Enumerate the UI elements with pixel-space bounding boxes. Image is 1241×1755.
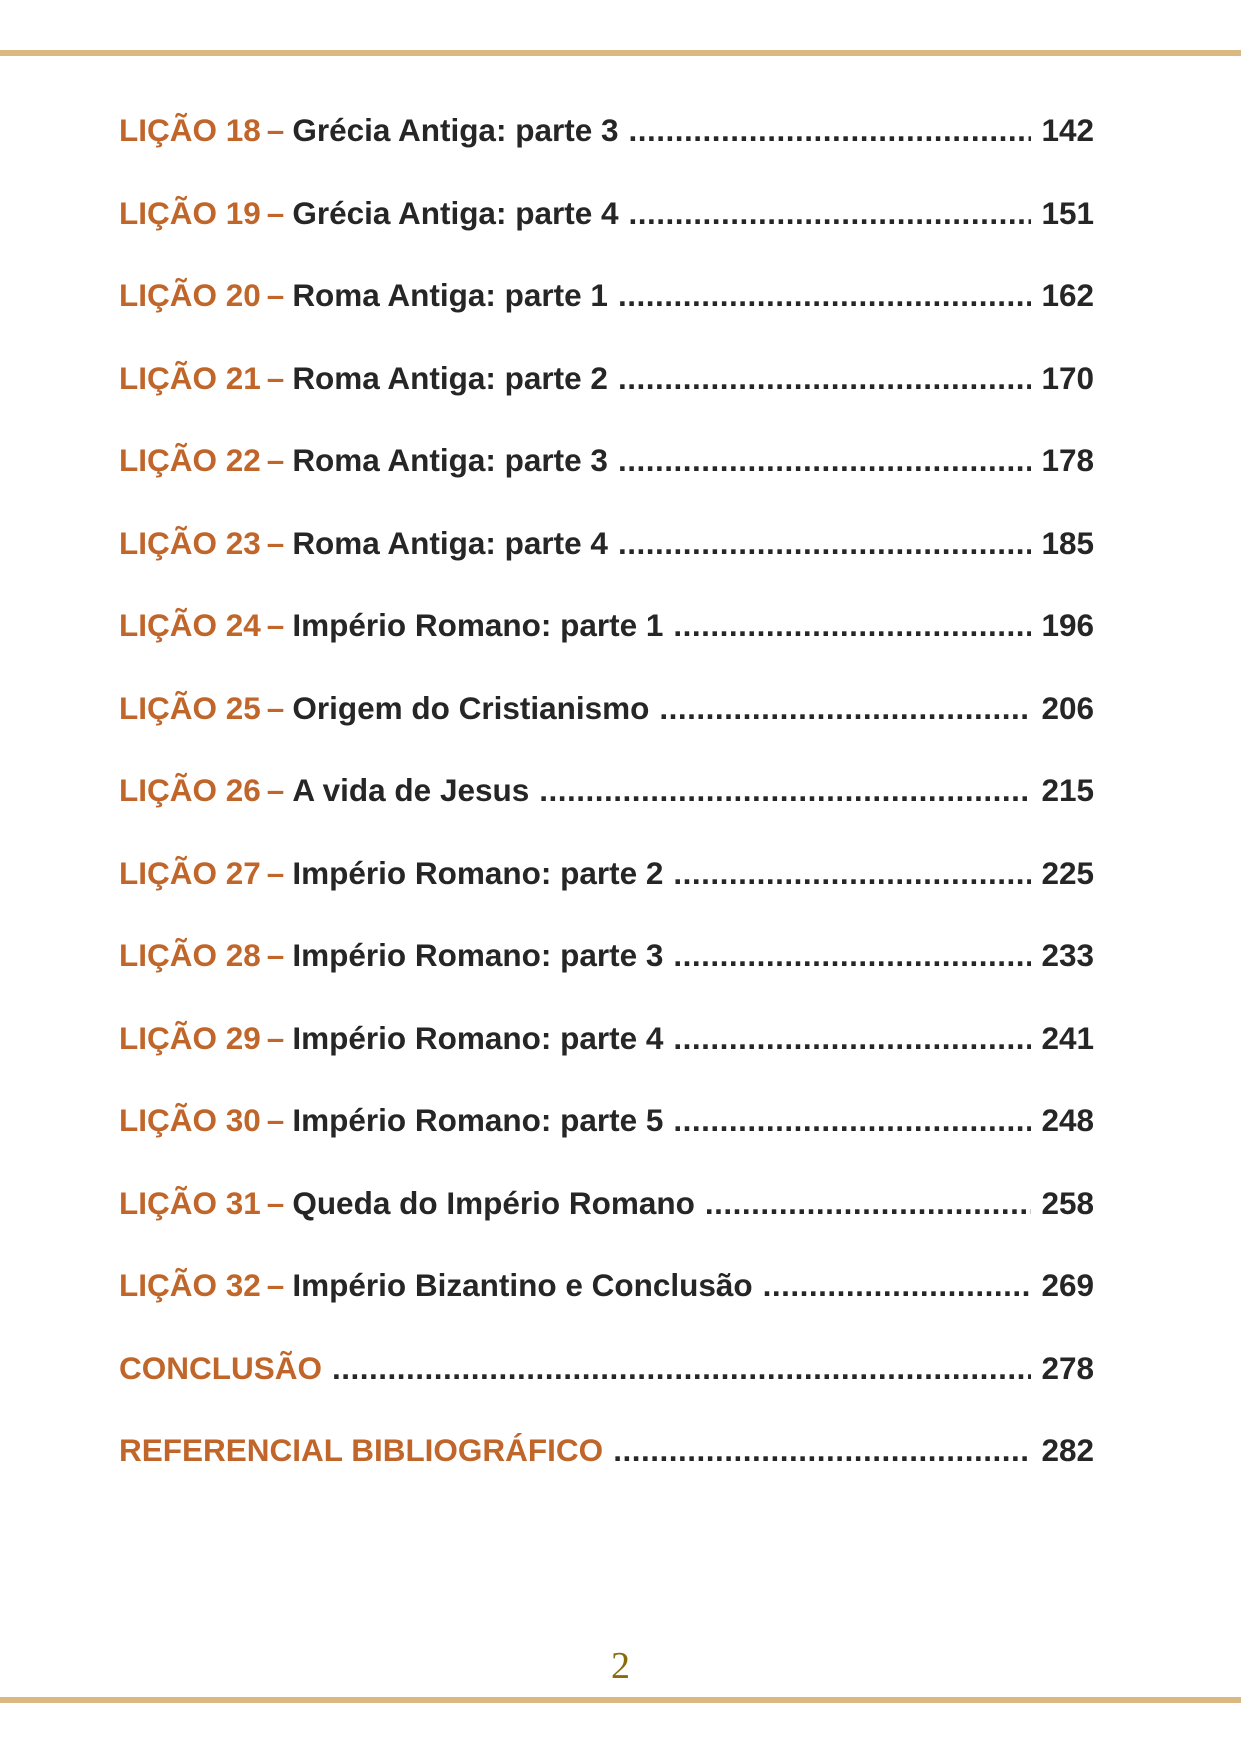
dot-leader	[618, 442, 1031, 479]
toc-entry-page: 185	[1041, 524, 1094, 561]
dot-leader	[673, 1102, 1031, 1139]
toc-entry-dash: –	[266, 854, 285, 891]
toc-entry-label: LIÇÃO 29	[119, 1019, 261, 1056]
dot-leader	[673, 1020, 1031, 1057]
dot-leader	[332, 1350, 1031, 1387]
toc-entry[interactable]	[119, 690, 1094, 773]
toc-entry-label: LIÇÃO 21	[119, 359, 261, 396]
dot-leader	[618, 277, 1031, 314]
toc-entry-page: 170	[1041, 359, 1094, 396]
toc-entry[interactable]	[119, 112, 1094, 195]
toc-entry-page: 258	[1041, 1184, 1094, 1221]
toc-entry-title: Império Romano: parte 5	[292, 1102, 664, 1138]
toc-entry-title: Origem do Cristianismo	[292, 689, 650, 726]
toc-entry-label: LIÇÃO 19	[119, 194, 261, 231]
toc-entry-title: A vida de Jesus	[292, 772, 530, 808]
toc-entry[interactable]	[119, 277, 1094, 360]
toc-entry[interactable]	[119, 937, 1094, 1020]
toc-entry-title: Império Romano: parte 1	[292, 607, 664, 643]
toc-entry-dash: –	[266, 194, 285, 231]
toc-entry[interactable]	[119, 1267, 1094, 1350]
toc-entry[interactable]	[119, 772, 1094, 855]
toc-entry-title: Roma Antiga: parte 4	[292, 524, 608, 561]
table-of-contents	[119, 112, 1094, 1515]
dot-leader	[618, 525, 1031, 562]
dot-leader	[629, 112, 1032, 149]
toc-entry-page: 178	[1041, 442, 1094, 478]
toc-entry-dash: –	[266, 277, 285, 313]
dot-leader	[629, 195, 1032, 232]
toc-entry-page: 206	[1041, 689, 1094, 726]
toc-entry[interactable]	[119, 1185, 1094, 1268]
dot-leader	[539, 772, 1031, 809]
toc-entry-label: LIÇÃO 28	[119, 937, 261, 973]
toc-entry-bibliography[interactable]	[119, 1432, 1094, 1515]
toc-entry[interactable]	[119, 442, 1094, 525]
toc-entry-dash: –	[266, 442, 285, 478]
toc-entry-page: 278	[1041, 1349, 1094, 1386]
toc-entry-page: 233	[1041, 937, 1094, 973]
toc-entry[interactable]	[119, 360, 1094, 443]
dot-leader	[705, 1185, 1032, 1222]
toc-entry-title: Império Romano: parte 2	[292, 854, 664, 891]
toc-entry-dash: –	[266, 1267, 285, 1303]
toc-entry-label: REFERENCIAL BIBLIOGRÁFICO	[119, 1432, 604, 1468]
toc-entry-label: CONCLUSÃO	[119, 1349, 322, 1386]
toc-entry-page: 241	[1041, 1019, 1094, 1056]
toc-entry[interactable]	[119, 1102, 1094, 1185]
toc-entry-title: Roma Antiga: parte 2	[292, 359, 608, 396]
toc-entry-label: LIÇÃO 30	[119, 1102, 261, 1138]
toc-entry[interactable]	[119, 1020, 1094, 1103]
toc-entry-label: LIÇÃO 26	[119, 772, 261, 808]
toc-entry-label: LIÇÃO 31	[119, 1184, 261, 1221]
toc-entry-title: Grécia Antiga: parte 3	[292, 112, 619, 148]
toc-entry-label: LIÇÃO 32	[119, 1267, 261, 1303]
toc-entry-label: LIÇÃO 24	[119, 607, 261, 643]
toc-entry-title: Grécia Antiga: parte 4	[292, 194, 619, 231]
dot-leader	[673, 855, 1031, 892]
toc-entry-title: Roma Antiga: parte 1	[292, 277, 608, 313]
toc-entry-page: 225	[1041, 854, 1094, 891]
toc-entry-dash: –	[266, 112, 285, 148]
toc-entry-dash: –	[266, 772, 285, 808]
toc-entry-page: 196	[1041, 607, 1094, 643]
toc-entry-title: Império Romano: parte 4	[292, 1019, 664, 1056]
toc-entry-label: LIÇÃO 20	[119, 277, 261, 313]
toc-entry-page: 248	[1041, 1102, 1094, 1138]
toc-entry-label: LIÇÃO 23	[119, 524, 261, 561]
toc-entry-page: 142	[1041, 112, 1094, 148]
dot-leader	[673, 937, 1031, 974]
toc-entry-page: 282	[1041, 1432, 1094, 1468]
toc-entry-dash: –	[266, 1102, 285, 1138]
toc-entry-title: Império Bizantino e Conclusão	[292, 1267, 753, 1303]
toc-entry-page: 162	[1041, 277, 1094, 313]
top-rule	[0, 50, 1241, 56]
toc-entry-label: LIÇÃO 18	[119, 112, 261, 148]
toc-entry-page: 215	[1041, 772, 1094, 808]
toc-entry-dash: –	[266, 1019, 285, 1056]
toc-entry-dash: –	[266, 1184, 285, 1221]
toc-entry-title: Roma Antiga: parte 3	[292, 442, 608, 478]
toc-entry[interactable]	[119, 607, 1094, 690]
bottom-rule	[0, 1697, 1241, 1703]
toc-entry-dash: –	[266, 524, 285, 561]
dot-leader	[659, 690, 1031, 727]
toc-entry-dash: –	[266, 607, 285, 643]
toc-entry-dash: –	[266, 689, 285, 726]
toc-entry[interactable]	[119, 195, 1094, 278]
toc-entry[interactable]	[119, 525, 1094, 608]
dot-leader	[673, 607, 1031, 644]
toc-entry-dash: –	[266, 359, 285, 396]
toc-entry-page: 269	[1041, 1267, 1094, 1303]
toc-entry-title: Império Romano: parte 3	[292, 937, 664, 973]
dot-leader	[613, 1432, 1031, 1469]
toc-entry-label: LIÇÃO 27	[119, 854, 261, 891]
toc-entry-dash: –	[266, 937, 285, 973]
dot-leader	[618, 360, 1031, 397]
dot-leader	[763, 1267, 1032, 1304]
toc-entry-conclusion[interactable]	[119, 1350, 1094, 1433]
toc-entry-label: LIÇÃO 22	[119, 442, 261, 478]
page-number: 2	[611, 1645, 630, 1687]
toc-entry-label: LIÇÃO 25	[119, 689, 261, 726]
toc-entry-page: 151	[1041, 194, 1094, 231]
toc-entry-title: Queda do Império Romano	[292, 1184, 695, 1221]
toc-entry[interactable]	[119, 855, 1094, 938]
